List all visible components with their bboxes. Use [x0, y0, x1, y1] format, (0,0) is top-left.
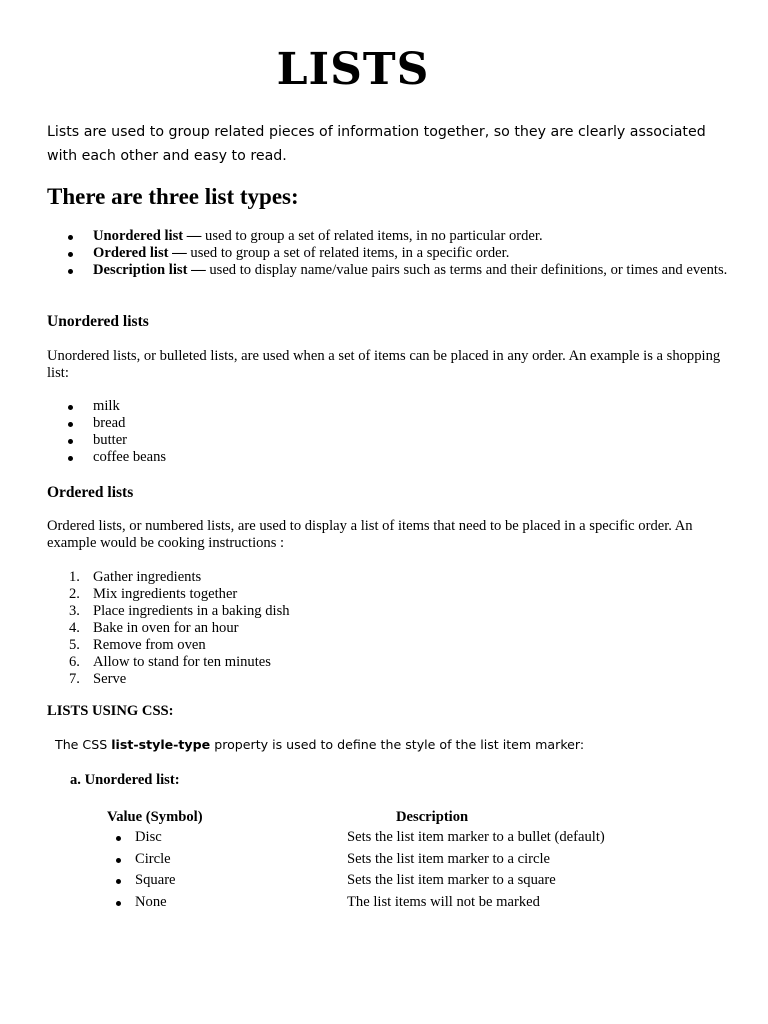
- list-type-desc: used to group a set of related items, in a specific order.: [190, 245, 510, 261]
- css-section-heading: LISTS USING CSS:: [47, 703, 174, 719]
- list-item: [47, 603, 290, 620]
- em-dash: —: [187, 262, 210, 278]
- table-header-description: Description: [396, 809, 469, 825]
- list-style-table: [0, 829, 768, 919]
- table-header-value: Value (Symbol): [107, 809, 203, 825]
- list-item: [47, 569, 290, 586]
- list-item-text: coffee beans: [93, 449, 167, 465]
- list-type-term: Unordered list: [93, 228, 184, 244]
- list-item-text: Mix ingredients together: [93, 586, 238, 602]
- step-number: 6.: [69, 654, 80, 670]
- list-item-text: Serve: [93, 671, 127, 687]
- table-row: [0, 829, 768, 851]
- list-type-desc: used to group a set of related items, in no particular order.: [205, 228, 543, 244]
- ordered-paragraph: Ordered lists, or numbered lists, are used to display a list of items that need to be placed in a specific order. An example would be cooking instructions :: [47, 518, 693, 551]
- list-type-term: Ordered list: [93, 245, 169, 261]
- table-cell-description: Sets the list item marker to a bullet (default): [347, 829, 605, 845]
- bullet-icon: [68, 235, 73, 240]
- list-item-text: Allow to stand for ten minutes: [93, 654, 271, 670]
- css-text-suffix: property is used to define the style of the list item marker:: [210, 737, 585, 752]
- table-cell-value: Disc: [135, 829, 162, 845]
- list-types-list: [47, 228, 733, 279]
- bullet-icon: [116, 879, 121, 884]
- list-item: [47, 671, 290, 688]
- table-row: [0, 872, 768, 894]
- table-row: [0, 851, 768, 873]
- shopping-list: [47, 398, 166, 466]
- list-item-text: Bake in oven for an hour: [93, 620, 239, 636]
- bullet-icon: [68, 405, 73, 410]
- list-item: [47, 245, 733, 262]
- list-item-text: Remove from oven: [93, 637, 206, 653]
- table-cell-description: Sets the list item marker to a circle: [347, 851, 551, 867]
- ordered-heading: Ordered lists: [47, 484, 134, 501]
- page-title: LISTS: [276, 44, 430, 95]
- bullet-icon: [68, 422, 73, 427]
- list-item: [47, 228, 733, 245]
- unordered-heading: Unordered lists: [47, 313, 149, 330]
- step-number: 1.: [69, 569, 80, 585]
- list-item-text: bread: [93, 415, 126, 431]
- css-property-name: list-style-type: [111, 737, 211, 752]
- list-item: [47, 620, 290, 637]
- list-item: [47, 415, 166, 432]
- bullet-icon: [68, 439, 73, 444]
- list-item-text: Place ingredients in a baking dish: [93, 603, 290, 619]
- table-cell-description: Sets the list item marker to a square: [347, 872, 556, 888]
- step-number: 3.: [69, 603, 80, 619]
- table-cell-value: Circle: [135, 851, 171, 867]
- intro-paragraph: Lists are used to group related pieces of information together, so they are clearly associated with each other and easy to read.: [47, 124, 706, 164]
- list-item: [47, 654, 290, 671]
- step-number: 7.: [69, 671, 80, 687]
- table-cell-value: Square: [135, 872, 176, 888]
- bullet-icon: [116, 858, 121, 863]
- bullet-icon: [68, 269, 73, 274]
- em-dash: —: [183, 228, 206, 244]
- em-dash: —: [168, 245, 191, 261]
- css-section-paragraph: [55, 737, 584, 752]
- list-item-text: Gather ingredients: [93, 569, 202, 585]
- bullet-icon: [68, 252, 73, 257]
- bullet-icon: [116, 836, 121, 841]
- table-cell-value: None: [135, 894, 167, 910]
- list-item-text: milk: [93, 398, 120, 414]
- list-item: [47, 449, 166, 466]
- bullet-icon: [68, 456, 73, 461]
- list-type-desc: used to display name/value pairs such as terms and their definitions, or times and events.: [209, 262, 728, 278]
- table-cell-description: The list items will not be marked: [347, 894, 540, 910]
- step-number: 5.: [69, 637, 80, 653]
- css-text-prefix: The CSS: [55, 737, 112, 752]
- list-item: [47, 637, 290, 654]
- list-type-term: Description list: [93, 262, 188, 278]
- bullet-icon: [116, 901, 121, 906]
- cooking-steps-list: [47, 569, 290, 688]
- step-number: 4.: [69, 620, 80, 636]
- list-item: [47, 262, 733, 279]
- list-types-heading: There are three list types:: [47, 184, 299, 209]
- list-item: [47, 586, 290, 603]
- step-number: 2.: [69, 586, 80, 602]
- css-subheading: a. Unordered list:: [70, 772, 180, 788]
- list-item: [47, 432, 166, 449]
- list-item: [47, 398, 166, 415]
- list-item-text: butter: [93, 432, 128, 448]
- table-row: [0, 894, 768, 916]
- unordered-paragraph: Unordered lists, or bulleted lists, are used when a set of items can be placed in any order. An example is a shopping list:: [47, 348, 721, 381]
